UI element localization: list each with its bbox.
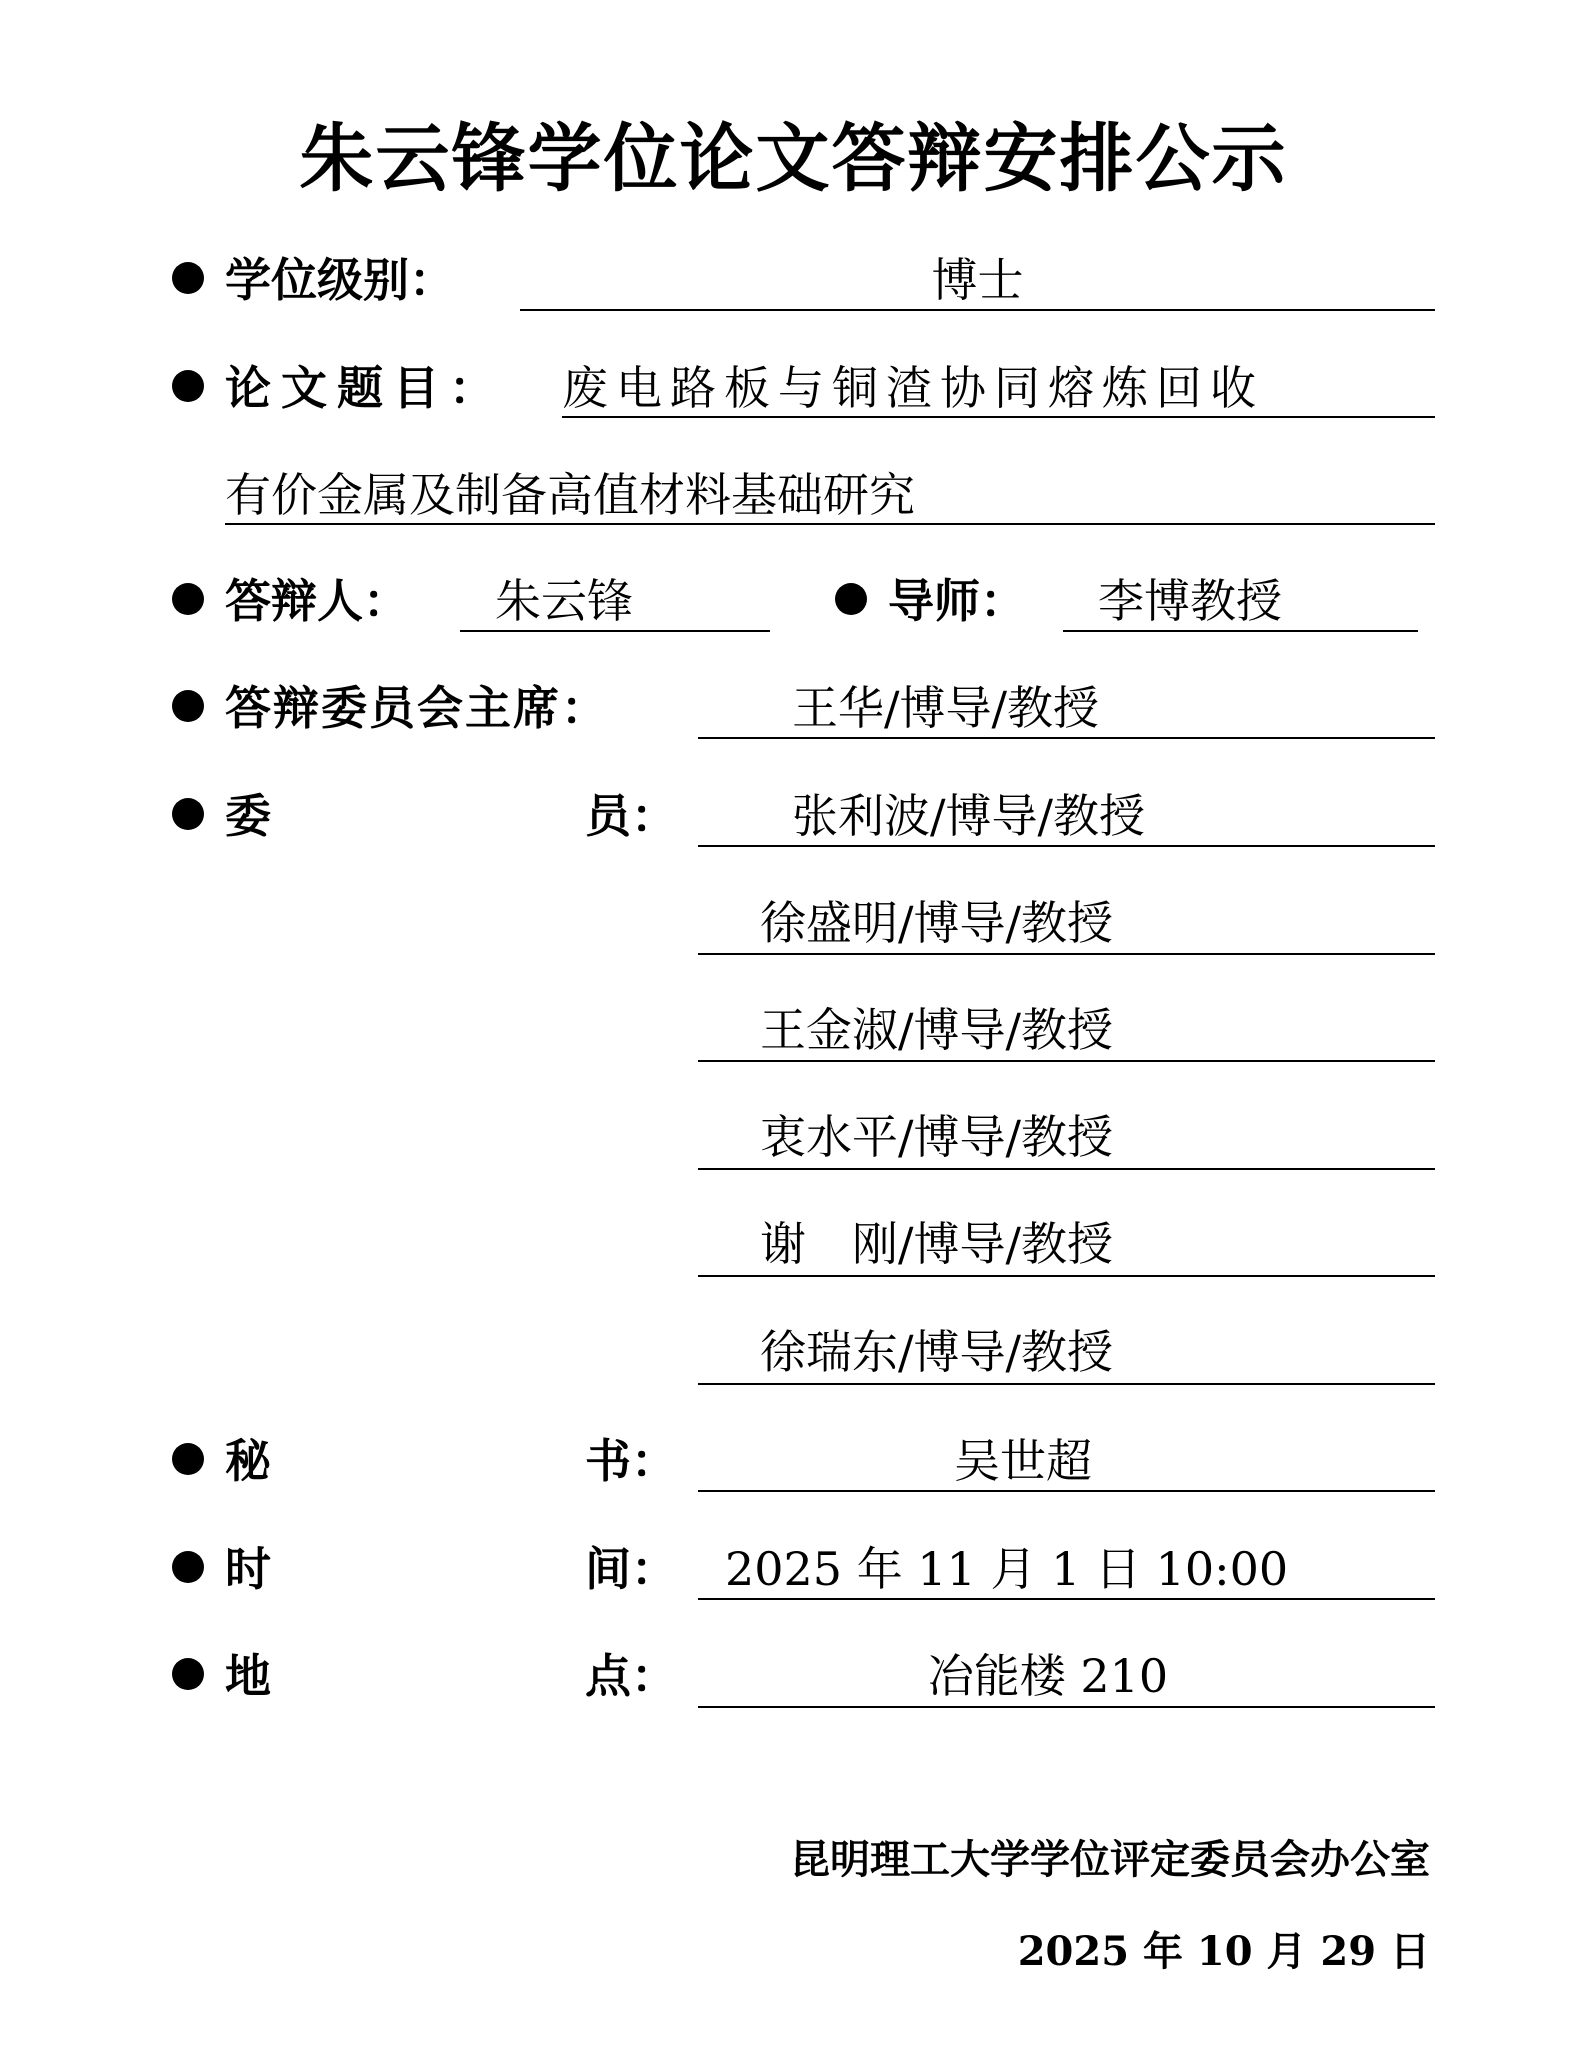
bullet-icon xyxy=(172,1658,204,1690)
underline xyxy=(698,737,1435,739)
degree-level-value: 博士 xyxy=(931,253,1024,307)
bullet-icon xyxy=(172,690,204,722)
thesis-title-line2: 有价金属及制备高值材料基础研究 xyxy=(225,468,915,522)
underline xyxy=(520,309,1435,311)
members-label-b: 员： xyxy=(585,789,677,843)
underline xyxy=(698,1383,1435,1385)
member-4: 衷水平/博导/教授 xyxy=(760,1110,1113,1164)
location-label-b: 点： xyxy=(585,1649,677,1703)
issuing-office: 昆明理工大学学位评定委员会办公室 xyxy=(790,1836,1430,1883)
member-1: 张利波/博导/教授 xyxy=(792,789,1145,843)
underline xyxy=(1063,630,1418,632)
location-value: 冶能楼 210 xyxy=(927,1649,1169,1703)
supervisor-value: 李博教授 xyxy=(1098,574,1282,628)
member-3: 王金淑/博导/教授 xyxy=(760,1003,1113,1057)
member-5: 谢 刚/博导/教授 xyxy=(760,1217,1113,1271)
secretary-label-a: 秘 xyxy=(225,1434,271,1488)
underline xyxy=(562,416,1435,418)
chair-value: 王华/博导/教授 xyxy=(792,681,1099,735)
thesis-title-line1: 废电路板与铜渣协同熔炼回收 xyxy=(562,361,1264,415)
bullet-icon xyxy=(172,798,204,830)
secretary-label-b: 书： xyxy=(585,1434,677,1488)
time-label-a: 时 xyxy=(225,1542,271,1596)
thesis-title-label: 论文题目： xyxy=(225,361,505,415)
member-6: 徐瑞东/博导/教授 xyxy=(760,1325,1113,1379)
defender-label: 答辩人： xyxy=(225,574,409,628)
time-label-b: 间： xyxy=(585,1542,677,1596)
underline xyxy=(698,1060,1435,1062)
underline xyxy=(698,1275,1435,1277)
underline xyxy=(698,1706,1435,1708)
underline xyxy=(698,953,1435,955)
bullet-icon xyxy=(172,583,204,615)
underline xyxy=(225,523,1435,525)
underline xyxy=(698,1168,1435,1170)
chair-label: 答辩委员会主席： xyxy=(225,681,609,735)
issue-date: 2025 年 10 月 29 日 xyxy=(1017,1928,1430,1975)
supervisor-label: 导师： xyxy=(888,574,1026,628)
bullet-icon xyxy=(172,1443,204,1475)
bullet-icon xyxy=(172,262,204,294)
bullet-icon xyxy=(172,1551,204,1583)
page-title: 朱云锋学位论文答辩安排公示 xyxy=(299,116,1288,202)
bullet-icon xyxy=(172,370,204,402)
defender-value: 朱云锋 xyxy=(495,574,633,628)
underline xyxy=(698,845,1435,847)
underline xyxy=(698,1598,1435,1600)
underline xyxy=(698,1490,1435,1492)
secretary-value: 吴世超 xyxy=(954,1434,1092,1488)
member-2: 徐盛明/博导/教授 xyxy=(760,896,1113,950)
time-value: 2025 年 11 月 1 日 10:00 xyxy=(725,1542,1289,1596)
degree-level-label: 学位级别： xyxy=(225,253,455,307)
underline xyxy=(460,630,770,632)
members-label-a: 委 xyxy=(225,789,271,843)
bullet-icon xyxy=(835,583,867,615)
location-label-a: 地 xyxy=(225,1649,271,1703)
